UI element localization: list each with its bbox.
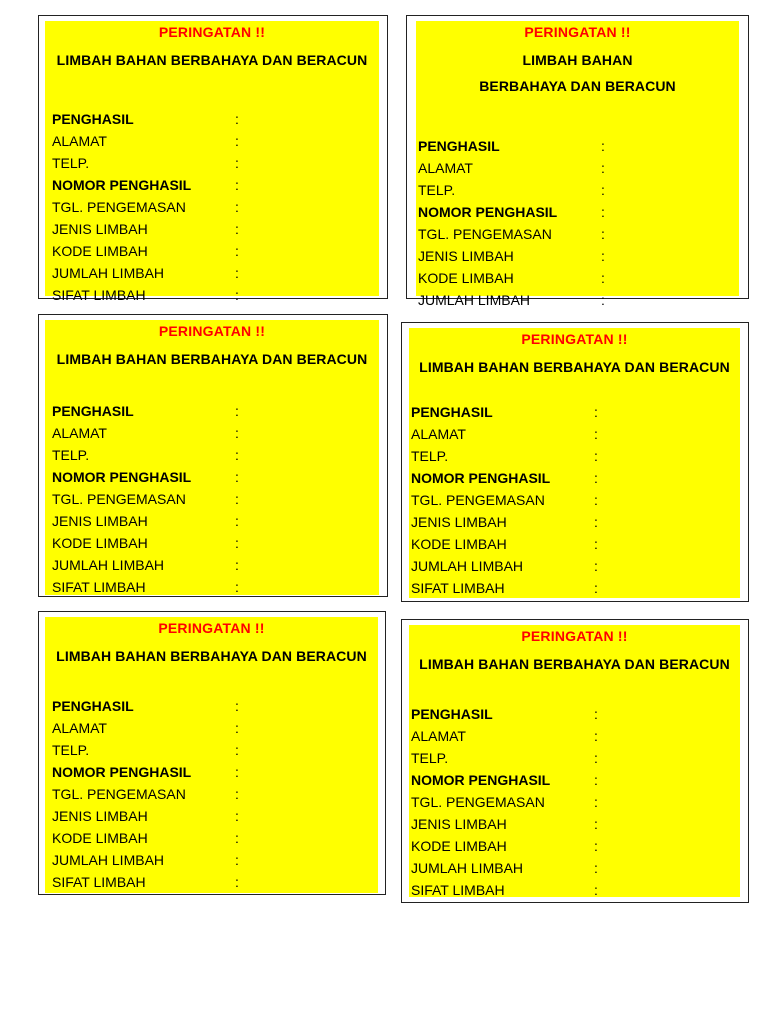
field-name: JENIS LIMBAH xyxy=(411,514,507,530)
field-name: SIFAT LIMBAH xyxy=(52,579,146,595)
warning-heading: PERINGATAN !! xyxy=(521,331,628,347)
waste-label-2 xyxy=(406,15,749,308)
field-colon: : xyxy=(601,204,605,220)
field-colon: : xyxy=(601,160,605,176)
field-row xyxy=(418,289,739,311)
field-row xyxy=(411,769,740,791)
field-colon: : xyxy=(594,728,598,744)
field-list xyxy=(418,135,739,311)
field-colon: : xyxy=(235,513,239,529)
field-colon: : xyxy=(601,248,605,264)
field-row xyxy=(52,240,379,262)
field-row xyxy=(52,695,378,717)
field-name: TELP. xyxy=(411,448,449,464)
field-list xyxy=(52,108,379,306)
field-colon: : xyxy=(594,816,598,832)
field-name: TELP. xyxy=(411,750,449,766)
field-row xyxy=(52,488,379,510)
field-name: SIFAT LIMBAH xyxy=(411,882,505,898)
label-panel xyxy=(45,617,378,893)
field-row xyxy=(52,717,378,739)
field-list xyxy=(411,401,740,599)
label-title: LIMBAH BAHAN BERBAHAYA DAN BERACUN xyxy=(419,656,730,672)
field-colon: : xyxy=(235,111,239,127)
field-colon: : xyxy=(235,535,239,551)
field-colon: : xyxy=(235,808,239,824)
warning-heading: PERINGATAN !! xyxy=(158,24,266,40)
field-name: KODE LIMBAH xyxy=(411,838,507,854)
field-row xyxy=(411,747,740,769)
field-colon: : xyxy=(235,742,239,758)
field-name: NOMOR PENGHASIL xyxy=(411,772,551,788)
field-name: PENGHASIL xyxy=(52,111,134,127)
field-name: KODE LIMBAH xyxy=(52,535,148,551)
field-row xyxy=(411,401,740,423)
field-row xyxy=(411,555,740,577)
field-colon: : xyxy=(594,448,598,464)
field-row xyxy=(418,157,739,179)
field-colon: : xyxy=(235,425,239,441)
field-colon: : xyxy=(601,270,605,286)
field-row xyxy=(411,879,740,901)
field-row xyxy=(52,554,379,576)
field-name: ALAMAT xyxy=(411,426,466,442)
warning-heading: PERINGATAN !! xyxy=(158,620,265,636)
field-row xyxy=(52,108,379,130)
field-colon: : xyxy=(235,491,239,507)
field-colon: : xyxy=(601,292,605,308)
field-name: TGL. PENGEMASAN xyxy=(418,226,552,242)
field-colon: : xyxy=(235,447,239,463)
field-colon: : xyxy=(594,536,598,552)
warning-heading: PERINGATAN !! xyxy=(524,24,631,40)
field-colon: : xyxy=(235,698,239,714)
field-row xyxy=(52,849,378,871)
field-name: KODE LIMBAH xyxy=(52,830,148,846)
field-row xyxy=(418,223,739,245)
field-colon: : xyxy=(235,469,239,485)
field-row xyxy=(52,444,379,466)
field-name: PENGHASIL xyxy=(418,138,500,154)
field-name: TELP. xyxy=(52,155,90,171)
field-colon: : xyxy=(235,579,239,595)
field-name: SIFAT LIMBAH xyxy=(52,874,146,890)
waste-label-5 xyxy=(38,611,386,895)
field-colon: : xyxy=(594,558,598,574)
field-colon: : xyxy=(601,182,605,198)
field-row xyxy=(52,871,378,893)
field-colon: : xyxy=(601,138,605,154)
field-row xyxy=(52,576,379,598)
field-name: JUMLAH LIMBAH xyxy=(411,860,524,876)
field-colon: : xyxy=(594,794,598,810)
field-name: KODE LIMBAH xyxy=(52,243,148,259)
field-row xyxy=(52,805,378,827)
field-colon: : xyxy=(594,580,598,596)
field-name: ALAMAT xyxy=(52,425,107,441)
field-name: JUMLAH LIMBAH xyxy=(418,292,531,308)
field-name: TGL. PENGEMASAN xyxy=(52,199,186,215)
label-panel xyxy=(409,328,740,598)
field-colon: : xyxy=(594,706,598,722)
field-row xyxy=(418,179,739,201)
field-row xyxy=(411,813,740,835)
field-name: JUMLAH LIMBAH xyxy=(52,852,165,868)
field-name: NOMOR PENGHASIL xyxy=(52,764,192,780)
field-name: NOMOR PENGHASIL xyxy=(52,177,192,193)
field-row xyxy=(52,761,378,783)
field-colon: : xyxy=(235,221,239,237)
field-name: TELP. xyxy=(52,447,90,463)
field-colon: : xyxy=(235,852,239,868)
field-name: TGL. PENGEMASAN xyxy=(411,492,545,508)
label-panel xyxy=(45,21,379,303)
field-name: PENGHASIL xyxy=(411,404,493,420)
field-row xyxy=(411,533,740,555)
field-colon: : xyxy=(594,492,598,508)
field-name: JENIS LIMBAH xyxy=(418,248,514,264)
field-colon: : xyxy=(235,155,239,171)
field-row xyxy=(418,267,739,289)
label-title: LIMBAH BAHAN BERBAHAYA DAN BERACUN xyxy=(56,648,367,664)
field-row xyxy=(411,445,740,467)
field-row xyxy=(411,703,740,725)
field-colon: : xyxy=(594,838,598,854)
field-name: NOMOR PENGHASIL xyxy=(411,470,551,486)
field-row xyxy=(418,201,739,223)
field-colon: : xyxy=(235,177,239,193)
field-colon: : xyxy=(235,830,239,846)
warning-heading: PERINGATAN !! xyxy=(158,323,266,339)
field-name: NOMOR PENGHASIL xyxy=(418,204,558,220)
field-row xyxy=(52,532,379,554)
field-name: JENIS LIMBAH xyxy=(52,221,148,237)
waste-label-3 xyxy=(38,314,388,597)
label-title: LIMBAH BAHAN BERBAHAYA DAN BERACUN xyxy=(419,359,730,375)
waste-label-1 xyxy=(38,15,388,303)
field-colon: : xyxy=(594,514,598,530)
field-colon: : xyxy=(235,874,239,890)
field-row xyxy=(52,218,379,240)
field-row xyxy=(52,174,379,196)
field-row xyxy=(411,511,740,533)
field-name: ALAMAT xyxy=(52,720,107,736)
field-row xyxy=(411,725,740,747)
field-name: TELP. xyxy=(52,742,90,758)
field-colon: : xyxy=(594,882,598,898)
field-row xyxy=(418,245,739,267)
field-colon: : xyxy=(594,860,598,876)
field-row xyxy=(52,262,379,284)
field-name: PENGHASIL xyxy=(52,403,134,419)
label-panel xyxy=(45,320,379,595)
field-row xyxy=(52,466,379,488)
field-row xyxy=(411,577,740,599)
field-colon: : xyxy=(601,226,605,242)
field-name: JENIS LIMBAH xyxy=(52,808,148,824)
field-name: KODE LIMBAH xyxy=(418,270,514,286)
field-name: ALAMAT xyxy=(418,160,473,176)
field-name: JUMLAH LIMBAH xyxy=(52,265,165,281)
field-name: TGL. PENGEMASAN xyxy=(411,794,545,810)
field-name: ALAMAT xyxy=(52,133,107,149)
field-colon: : xyxy=(235,199,239,215)
field-colon: : xyxy=(235,243,239,259)
waste-label-4 xyxy=(401,322,749,602)
field-colon: : xyxy=(594,404,598,420)
field-colon: : xyxy=(235,720,239,736)
field-row xyxy=(52,422,379,444)
field-colon: : xyxy=(594,772,598,788)
field-colon: : xyxy=(235,403,239,419)
field-row xyxy=(52,739,378,761)
field-row xyxy=(52,196,379,218)
field-row xyxy=(52,284,379,306)
field-row xyxy=(411,791,740,813)
warning-heading: PERINGATAN !! xyxy=(521,628,628,644)
field-list xyxy=(52,400,379,598)
field-row xyxy=(52,130,379,152)
field-name: PENGHASIL xyxy=(52,698,134,714)
waste-label-6 xyxy=(401,619,749,903)
field-row xyxy=(52,152,379,174)
field-row xyxy=(411,835,740,857)
label-title: LIMBAH BAHAN BERBAHAYA DAN BERACUN xyxy=(56,351,368,367)
field-colon: : xyxy=(235,287,239,303)
field-row xyxy=(52,783,378,805)
field-name: SIFAT LIMBAH xyxy=(411,580,505,596)
label-title: LIMBAH BAHAN BERBAHAYA DAN BERACUN xyxy=(479,52,676,94)
field-name: NOMOR PENGHASIL xyxy=(52,469,192,485)
field-colon: : xyxy=(235,786,239,802)
field-name: PENGHASIL xyxy=(411,706,493,722)
field-colon: : xyxy=(235,764,239,780)
field-row xyxy=(411,467,740,489)
field-colon: : xyxy=(594,470,598,486)
field-name: JUMLAH LIMBAH xyxy=(411,558,524,574)
field-row xyxy=(52,827,378,849)
field-name: JENIS LIMBAH xyxy=(52,513,148,529)
field-list xyxy=(52,695,378,893)
field-name: TGL. PENGEMASAN xyxy=(52,786,186,802)
field-colon: : xyxy=(235,265,239,281)
field-colon: : xyxy=(594,426,598,442)
field-name: JENIS LIMBAH xyxy=(411,816,507,832)
field-name: ALAMAT xyxy=(411,728,466,744)
field-row xyxy=(52,400,379,422)
field-row xyxy=(411,489,740,511)
field-name: TGL. PENGEMASAN xyxy=(52,491,186,507)
field-colon: : xyxy=(594,750,598,766)
field-name: KODE LIMBAH xyxy=(411,536,507,552)
field-name: JUMLAH LIMBAH xyxy=(52,557,165,573)
label-panel xyxy=(409,625,740,897)
field-row xyxy=(52,510,379,532)
label-title: LIMBAH BAHAN BERBAHAYA DAN BERACUN xyxy=(56,52,368,68)
field-name: SIFAT LIMBAH xyxy=(52,287,146,303)
field-list xyxy=(411,703,740,901)
field-row xyxy=(411,423,740,445)
field-colon: : xyxy=(235,133,239,149)
field-row xyxy=(418,135,739,157)
field-name: TELP. xyxy=(418,182,456,198)
label-panel xyxy=(416,21,739,308)
field-colon: : xyxy=(235,557,239,573)
field-row xyxy=(411,857,740,879)
